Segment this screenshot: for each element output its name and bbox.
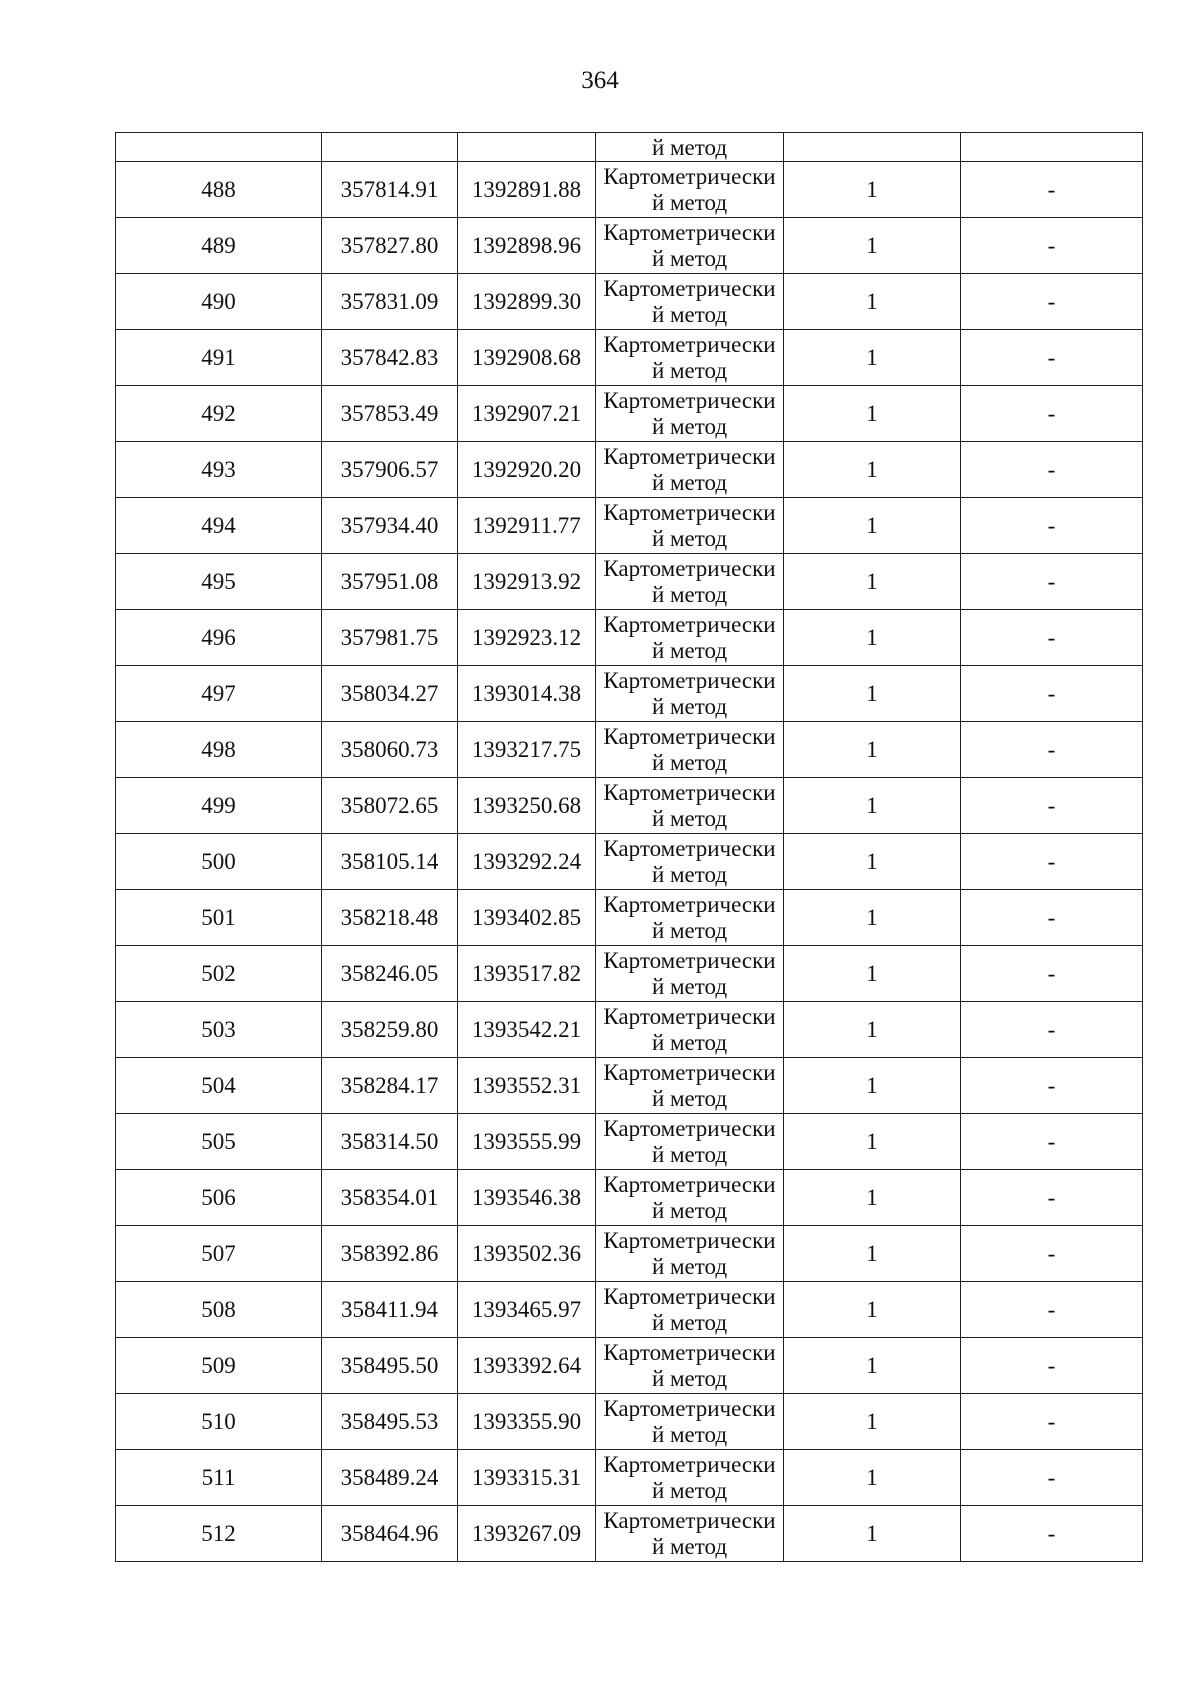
method-text-line-1: Картометрически (603, 1339, 776, 1365)
x-coordinate-cell: 358411.94 (322, 1282, 458, 1338)
method-text-line-1: Картометрически (603, 947, 776, 973)
table-row (116, 722, 1143, 778)
point-number-cell: 496 (116, 610, 322, 666)
y-coordinate-cell: 1393014.38 (458, 666, 596, 722)
method-text-line-2: й метод (651, 413, 728, 439)
method-cell (596, 1058, 784, 1114)
point-number-cell: 493 (116, 442, 322, 498)
y-coordinate-cell: 1393267.09 (458, 1506, 596, 1562)
note-cell: - (961, 1338, 1143, 1394)
y-coordinate-cell: 1393517.82 (458, 946, 596, 1002)
method-cell (596, 1338, 784, 1394)
method-cell (596, 1226, 784, 1282)
point-number-cell: 512 (116, 1506, 322, 1562)
note-cell: - (961, 778, 1143, 834)
table-row (116, 1506, 1143, 1562)
point-number-cell: 502 (116, 946, 322, 1002)
method-text-line-1: Картометрически (603, 667, 776, 693)
point-number-cell: 503 (116, 1002, 322, 1058)
accuracy-cell: 1 (784, 1058, 961, 1114)
y-coordinate-cell: 1393217.75 (458, 722, 596, 778)
y-coordinate-cell: 1393315.31 (458, 1450, 596, 1506)
method-text-line-2: й метод (651, 749, 728, 775)
note-cell: - (961, 722, 1143, 778)
cont-cell-num (116, 133, 322, 162)
note-cell: - (961, 162, 1143, 218)
method-text-line-1: Картометрически (603, 499, 776, 525)
method-text-line-2: й метод (651, 1309, 728, 1335)
method-text-line-2: й метод (651, 1085, 728, 1111)
method-text-line-2: й метод (651, 973, 728, 999)
method-text-line-1: Картометрически (603, 1283, 776, 1309)
accuracy-cell: 1 (784, 946, 961, 1002)
method-text-line-1: Картометрически (603, 219, 776, 245)
x-coordinate-cell: 358284.17 (322, 1058, 458, 1114)
note-cell: - (961, 274, 1143, 330)
note-cell: - (961, 1282, 1143, 1338)
method-text-line-2: й метод (651, 1197, 728, 1223)
accuracy-cell: 1 (784, 554, 961, 610)
note-cell: - (961, 1170, 1143, 1226)
cont-cell-accuracy (784, 133, 961, 162)
point-number-cell: 494 (116, 498, 322, 554)
point-number-cell: 498 (116, 722, 322, 778)
y-coordinate-cell: 1392920.20 (458, 442, 596, 498)
method-text-line-1: Картометрически (603, 275, 776, 301)
y-coordinate-cell: 1393465.97 (458, 1282, 596, 1338)
point-number-cell: 491 (116, 330, 322, 386)
note-cell: - (961, 1002, 1143, 1058)
note-cell: - (961, 218, 1143, 274)
method-text-line-2: й метод (651, 189, 728, 215)
table-body (116, 133, 1143, 1562)
method-text-line-1: Картометрически (603, 779, 776, 805)
y-coordinate-cell: 1392911.77 (458, 498, 596, 554)
accuracy-cell: 1 (784, 1114, 961, 1170)
method-text-line-1: Картометрически (603, 331, 776, 357)
point-number-cell: 490 (116, 274, 322, 330)
table-row (116, 442, 1143, 498)
method-text-line-2: й метод (651, 357, 728, 383)
x-coordinate-cell: 357853.49 (322, 386, 458, 442)
x-coordinate-cell: 358218.48 (322, 890, 458, 946)
accuracy-cell: 1 (784, 498, 961, 554)
table-row (116, 1394, 1143, 1450)
point-number-cell: 497 (116, 666, 322, 722)
x-coordinate-cell: 358034.27 (322, 666, 458, 722)
method-text-line-2: й метод (651, 469, 728, 495)
y-coordinate-cell: 1393292.24 (458, 834, 596, 890)
note-cell: - (961, 610, 1143, 666)
note-cell: - (961, 1114, 1143, 1170)
y-coordinate-cell: 1393392.64 (458, 1338, 596, 1394)
point-number-cell: 495 (116, 554, 322, 610)
accuracy-cell: 1 (784, 1394, 961, 1450)
method-cell (596, 1282, 784, 1338)
method-text-line-2: й метод (651, 1365, 728, 1391)
note-cell: - (961, 1394, 1143, 1450)
table-row (116, 1282, 1143, 1338)
method-text-line-1: Картометрически (603, 387, 776, 413)
y-coordinate-cell: 1392908.68 (458, 330, 596, 386)
method-text-line-1: Картометрически (603, 443, 776, 469)
x-coordinate-cell: 357831.09 (322, 274, 458, 330)
y-coordinate-cell: 1392923.12 (458, 610, 596, 666)
method-text-line-2: й метод (651, 581, 728, 607)
accuracy-cell: 1 (784, 442, 961, 498)
y-coordinate-cell: 1393355.90 (458, 1394, 596, 1450)
x-coordinate-cell: 358392.86 (322, 1226, 458, 1282)
x-coordinate-cell: 358060.73 (322, 722, 458, 778)
x-coordinate-cell: 358105.14 (322, 834, 458, 890)
x-coordinate-cell: 357934.40 (322, 498, 458, 554)
table-row (116, 666, 1143, 722)
y-coordinate-cell: 1393402.85 (458, 890, 596, 946)
table-row (116, 498, 1143, 554)
method-text-line-1: Картометрически (603, 1171, 776, 1197)
table-row (116, 1226, 1143, 1282)
x-coordinate-cell: 358314.50 (322, 1114, 458, 1170)
note-cell: - (961, 890, 1143, 946)
accuracy-cell: 1 (784, 1450, 961, 1506)
method-text-line-2: й метод (651, 525, 728, 551)
method-text-line-1: Картометрически (603, 1227, 776, 1253)
table-row (116, 554, 1143, 610)
table-row (116, 330, 1143, 386)
note-cell: - (961, 330, 1143, 386)
accuracy-cell: 1 (784, 1506, 961, 1562)
x-coordinate-cell: 357827.80 (322, 218, 458, 274)
x-coordinate-cell: 358259.80 (322, 1002, 458, 1058)
y-coordinate-cell: 1392898.96 (458, 218, 596, 274)
x-coordinate-cell: 357842.83 (322, 330, 458, 386)
method-text-line-2: й метод (651, 1533, 728, 1559)
note-cell: - (961, 1058, 1143, 1114)
point-number-cell: 501 (116, 890, 322, 946)
cont-cell-y (458, 133, 596, 162)
note-cell: - (961, 442, 1143, 498)
method-cell (596, 162, 784, 218)
y-coordinate-cell: 1393555.99 (458, 1114, 596, 1170)
accuracy-cell: 1 (784, 722, 961, 778)
method-text-line-2: й метод (651, 917, 728, 943)
table-row (116, 162, 1143, 218)
accuracy-cell: 1 (784, 1282, 961, 1338)
method-text-line-1: Картометрически (603, 723, 776, 749)
x-coordinate-cell: 357981.75 (322, 610, 458, 666)
method-text-line-2: й метод (651, 861, 728, 887)
y-coordinate-cell: 1393502.36 (458, 1226, 596, 1282)
accuracy-cell: 1 (784, 610, 961, 666)
note-cell: - (961, 1450, 1143, 1506)
point-number-cell: 506 (116, 1170, 322, 1226)
method-cell (596, 1506, 784, 1562)
method-cell (596, 1394, 784, 1450)
method-cell (596, 274, 784, 330)
table-row (116, 1002, 1143, 1058)
method-cell (596, 778, 784, 834)
accuracy-cell: 1 (784, 1338, 961, 1394)
x-coordinate-cell: 358464.96 (322, 1506, 458, 1562)
method-text-line-1: Картометрически (603, 611, 776, 637)
method-cell (596, 890, 784, 946)
y-coordinate-cell: 1393542.21 (458, 1002, 596, 1058)
table-row (116, 274, 1143, 330)
note-cell: - (961, 1506, 1143, 1562)
method-text-line-2: й метод (651, 301, 728, 327)
x-coordinate-cell: 358072.65 (322, 778, 458, 834)
method-text-line-1: Картометрически (603, 1451, 776, 1477)
accuracy-cell: 1 (784, 778, 961, 834)
coordinates-table (115, 132, 1143, 1562)
method-cell (596, 386, 784, 442)
point-number-cell: 489 (116, 218, 322, 274)
method-text-line-1: Картометрически (603, 1395, 776, 1421)
x-coordinate-cell: 358354.01 (322, 1170, 458, 1226)
point-number-cell: 499 (116, 778, 322, 834)
table-row (116, 610, 1143, 666)
method-text-line-1: Картометрически (603, 1507, 776, 1533)
method-text-line-2: й метод (651, 245, 728, 271)
method-text-line-2: й метод (651, 1477, 728, 1503)
point-number-cell: 508 (116, 1282, 322, 1338)
table-row (116, 1170, 1143, 1226)
y-coordinate-cell: 1393250.68 (458, 778, 596, 834)
table-row (116, 1450, 1143, 1506)
method-text-line-2: й метод (651, 1421, 728, 1447)
method-text-line-2: й метод (651, 1253, 728, 1279)
method-text-line-2: й метод (651, 637, 728, 663)
method-cell (596, 1002, 784, 1058)
note-cell: - (961, 386, 1143, 442)
y-coordinate-cell: 1392899.30 (458, 274, 596, 330)
table-row (116, 218, 1143, 274)
x-coordinate-cell: 357814.91 (322, 162, 458, 218)
accuracy-cell: 1 (784, 1170, 961, 1226)
y-coordinate-cell: 1393546.38 (458, 1170, 596, 1226)
accuracy-cell: 1 (784, 274, 961, 330)
method-cell (596, 1450, 784, 1506)
point-number-cell: 507 (116, 1226, 322, 1282)
cont-cell-method: й метод (596, 133, 784, 162)
accuracy-cell: 1 (784, 162, 961, 218)
method-text-line-1: Картометрически (603, 835, 776, 861)
table-row (116, 1114, 1143, 1170)
note-cell: - (961, 666, 1143, 722)
accuracy-cell: 1 (784, 330, 961, 386)
method-cell (596, 1170, 784, 1226)
page-number: 364 (581, 67, 619, 94)
method-text-line-2: й метод (651, 1029, 728, 1055)
x-coordinate-cell: 357906.57 (322, 442, 458, 498)
cont-cell-note (961, 133, 1143, 162)
table-row (116, 1338, 1143, 1394)
method-cell (596, 946, 784, 1002)
point-number-cell: 511 (116, 1450, 322, 1506)
method-text-line-2: й метод (651, 693, 728, 719)
accuracy-cell: 1 (784, 834, 961, 890)
x-coordinate-cell: 357951.08 (322, 554, 458, 610)
point-number-cell: 492 (116, 386, 322, 442)
note-cell: - (961, 554, 1143, 610)
method-cell (596, 442, 784, 498)
note-cell: - (961, 1226, 1143, 1282)
method-text-line-1: Картометрически (603, 1059, 776, 1085)
method-cell (596, 498, 784, 554)
point-number-cell: 505 (116, 1114, 322, 1170)
point-number-cell: 488 (116, 162, 322, 218)
method-text-line-1: Картометрически (603, 1003, 776, 1029)
table-row (116, 778, 1143, 834)
table-row (116, 834, 1143, 890)
method-text-line-2: й метод (651, 805, 728, 831)
accuracy-cell: 1 (784, 386, 961, 442)
method-cell (596, 554, 784, 610)
method-text-line-1: Картометрически (603, 1115, 776, 1141)
method-cell (596, 722, 784, 778)
note-cell: - (961, 834, 1143, 890)
table-row (116, 946, 1143, 1002)
y-coordinate-cell: 1393552.31 (458, 1058, 596, 1114)
cont-cell-x (322, 133, 458, 162)
table-row (116, 1058, 1143, 1114)
point-number-cell: 509 (116, 1338, 322, 1394)
accuracy-cell: 1 (784, 1002, 961, 1058)
x-coordinate-cell: 358495.50 (322, 1338, 458, 1394)
method-text-line-1: Картометрически (603, 163, 776, 189)
method-cell (596, 610, 784, 666)
note-cell: - (961, 946, 1143, 1002)
table-row (116, 890, 1143, 946)
accuracy-cell: 1 (784, 890, 961, 946)
method-cell (596, 834, 784, 890)
point-number-cell: 510 (116, 1394, 322, 1450)
x-coordinate-cell: 358246.05 (322, 946, 458, 1002)
table-row (116, 386, 1143, 442)
x-coordinate-cell: 358495.53 (322, 1394, 458, 1450)
continuation-row (116, 133, 1143, 162)
method-text-line-2: й метод (651, 1141, 728, 1167)
method-text-line-1: Картометрически (603, 891, 776, 917)
point-number-cell: 500 (116, 834, 322, 890)
y-coordinate-cell: 1392913.92 (458, 554, 596, 610)
method-text-line-1: Картометрически (603, 555, 776, 581)
method-cell (596, 666, 784, 722)
note-cell: - (961, 498, 1143, 554)
accuracy-cell: 1 (784, 666, 961, 722)
accuracy-cell: 1 (784, 218, 961, 274)
method-cell (596, 218, 784, 274)
accuracy-cell: 1 (784, 1226, 961, 1282)
method-cell (596, 1114, 784, 1170)
point-number-cell: 504 (116, 1058, 322, 1114)
x-coordinate-cell: 358489.24 (322, 1450, 458, 1506)
y-coordinate-cell: 1392907.21 (458, 386, 596, 442)
method-cell (596, 330, 784, 386)
y-coordinate-cell: 1392891.88 (458, 162, 596, 218)
